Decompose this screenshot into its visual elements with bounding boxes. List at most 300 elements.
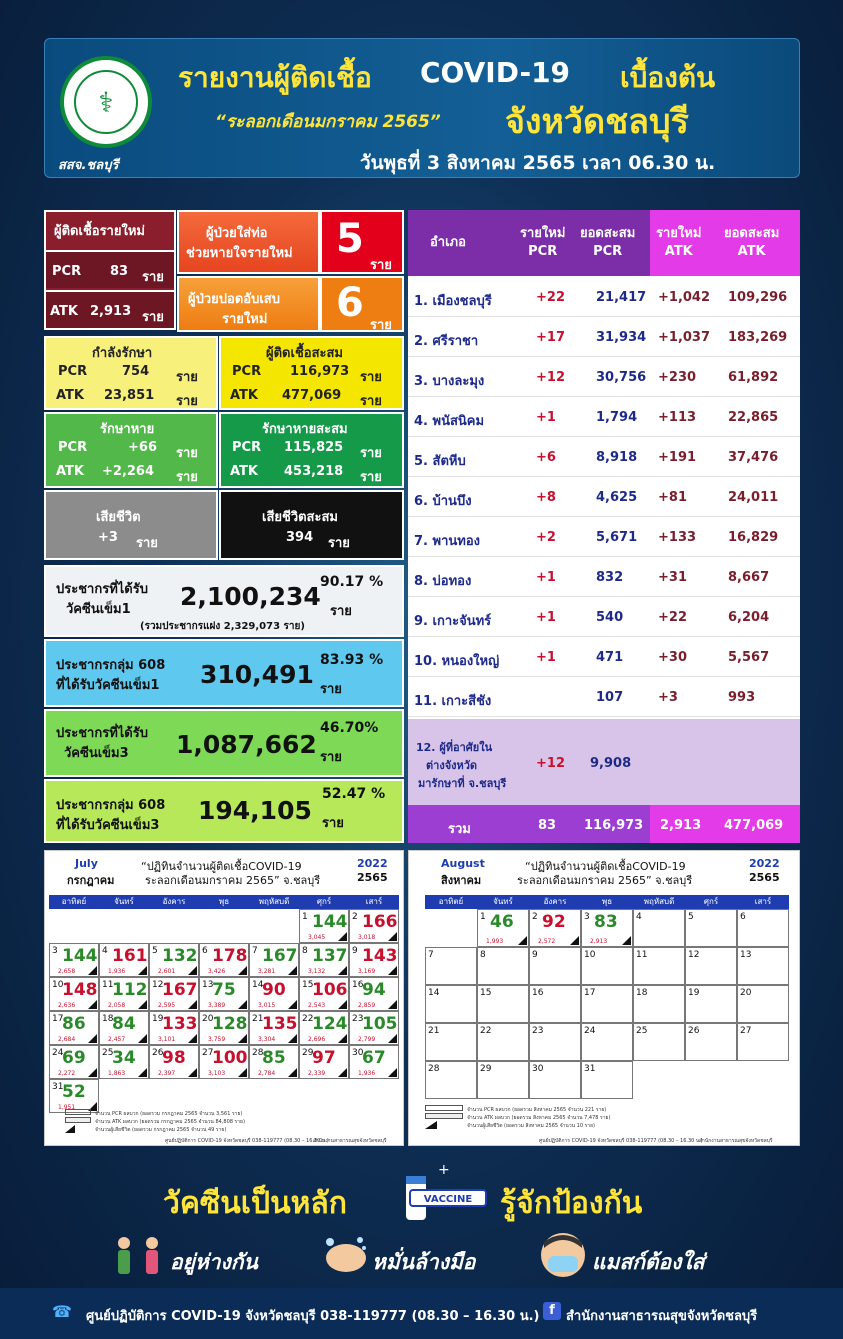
vaccine-value: 194,105 xyxy=(198,796,312,825)
pcr-count: 75 xyxy=(212,980,236,1000)
calendar-day xyxy=(477,1023,529,1061)
day-number: 2 xyxy=(352,912,358,922)
atk-count: 2,636 xyxy=(58,1002,76,1009)
weekday-header: ศุกร์ xyxy=(685,895,737,909)
calendar-day xyxy=(581,947,633,985)
district-name: 3. บางละมุง xyxy=(414,374,485,389)
weekday-header: พฤหัสบดี xyxy=(633,895,685,909)
atk-count: 1,936 xyxy=(358,1070,376,1077)
calendar-day xyxy=(349,1045,399,1079)
new-atk: +30 xyxy=(658,650,687,665)
day-number: 17 xyxy=(584,988,596,998)
new-atk: +113 xyxy=(658,410,697,425)
district-name: 10. หนองใหญ่ xyxy=(414,654,500,669)
calendar-day xyxy=(299,977,349,1011)
atk-count: 2,799 xyxy=(358,1036,376,1043)
death-triangle xyxy=(138,1000,147,1009)
day-number: 23 xyxy=(532,1026,544,1036)
row12-line3: มารักษาที่ จ.ชลบุรี xyxy=(418,777,507,790)
row12-line1: 12. ผู้ที่อาศัยใน xyxy=(416,741,493,754)
death-value: +3 xyxy=(98,530,118,545)
row12-cum-pcr: 9,908 xyxy=(590,756,632,771)
death-triangle xyxy=(238,1068,247,1077)
calendar-day xyxy=(477,909,529,947)
vaccine-percent: 46.70% xyxy=(320,720,379,736)
pcr-label: PCR xyxy=(52,264,82,279)
atk-count: 1,863 xyxy=(108,1070,126,1077)
calendar-footer-hotline: ศูนย์ปฏิบัติการ COVID-19 จังหวัดชลบุรี 038-119777 (08.30 – 16.30 น.) xyxy=(539,1138,703,1144)
day-number: 8 xyxy=(480,950,486,960)
death-triangle xyxy=(238,1000,247,1009)
death-triangle xyxy=(388,1068,397,1077)
calendar-day xyxy=(581,1061,633,1099)
cum-pcr: 107 xyxy=(596,690,624,705)
calendar-day xyxy=(633,947,685,985)
atk-count: 3,169 xyxy=(358,968,376,975)
cum-pcr: 471 xyxy=(596,650,624,665)
day-number: 29 xyxy=(480,1064,492,1074)
calendar-title2: ระลอกเดือนมกราคม 2565” จ.ชลบุรี xyxy=(517,874,693,887)
vaccine-label: วัคซีนเข็ม3 xyxy=(64,746,129,761)
pcr-count: 132 xyxy=(162,946,198,966)
vaccine-icon xyxy=(398,1162,490,1226)
pcr-count: 143 xyxy=(362,946,398,966)
pcr-count: 135 xyxy=(262,1014,298,1034)
day-number: 18 xyxy=(102,1014,114,1024)
vaccine-value: 1,087,662 xyxy=(176,730,317,759)
death-triangle xyxy=(338,1000,347,1009)
total-new-atk: 2,913 xyxy=(660,818,702,833)
calendar-day xyxy=(737,909,789,947)
atk-count: 2,684 xyxy=(58,1036,76,1043)
calendar-title2: ระลอกเดือนมกราคม 2565” จ.ชลบุรี xyxy=(145,874,321,887)
pcr-label: PCR xyxy=(58,440,88,455)
new-atk: +3 xyxy=(658,690,678,705)
recovered-cum-atk: 453,218 xyxy=(284,464,344,479)
total-label: รวม xyxy=(448,822,471,837)
cum-pcr: 31,934 xyxy=(596,330,647,345)
ventilator-line1: ผู้ป่วยใส่ท่อ xyxy=(206,226,268,241)
treating-pcr: 754 xyxy=(122,364,150,379)
pcr-count: 105 xyxy=(362,1014,398,1034)
day-number: 16 xyxy=(532,988,544,998)
calendar-day xyxy=(349,943,399,977)
pcr-count: 137 xyxy=(312,946,348,966)
atk-count: 3,015 xyxy=(258,1002,276,1009)
atk-count: 2,784 xyxy=(258,1070,276,1077)
day-number: 10 xyxy=(52,980,64,990)
death-triangle xyxy=(188,966,197,975)
month-en: August xyxy=(441,857,485,870)
unit-label: ราย xyxy=(360,470,382,485)
handwash-icon xyxy=(320,1234,372,1278)
district-name: 4. พนัสนิคม xyxy=(414,414,485,429)
row12-new-pcr: +12 xyxy=(536,756,565,771)
death-triangle xyxy=(518,936,527,945)
day-number: 10 xyxy=(584,950,596,960)
vaccine-label: ประชากรที่ได้รับ xyxy=(56,726,148,741)
treating-title: กำลังรักษา xyxy=(92,346,153,361)
vaccine-label: ประชากรที่ได้รับ xyxy=(56,582,148,597)
distance-icon xyxy=(112,1236,164,1276)
weekday-header: พุธ xyxy=(581,895,633,909)
death-triangle xyxy=(138,1068,147,1077)
unit-label: ราย xyxy=(330,604,352,619)
atk-count: 2,595 xyxy=(158,1002,176,1009)
atk-count: 3,759 xyxy=(208,1036,226,1043)
unit-label: ราย xyxy=(322,816,344,831)
pcr-count: 69 xyxy=(62,1048,86,1068)
pcr-count: 86 xyxy=(62,1014,86,1034)
calendar-day xyxy=(99,943,149,977)
pcr-count: 178 xyxy=(212,946,248,966)
pcr-count: 94 xyxy=(362,980,386,1000)
title-prefix: รายงานผู้ติดเชื้อ xyxy=(178,61,372,94)
day-number: 30 xyxy=(532,1064,544,1074)
death-triangle xyxy=(338,1068,347,1077)
death-triangle xyxy=(388,932,397,941)
calendar-day xyxy=(49,1045,99,1079)
day-number: 20 xyxy=(202,1014,214,1024)
legend-pcr-swatch xyxy=(425,1105,463,1111)
calendar-day xyxy=(425,947,477,985)
org-short-name: สสจ.ชลบุรี xyxy=(58,158,119,173)
death-triangle xyxy=(88,1034,97,1043)
pcr-count: 166 xyxy=(362,912,398,932)
atk-label: ATK xyxy=(50,304,78,319)
month-th: กรกฎาคม xyxy=(67,874,115,887)
ventilator-line2: ช่วยหายใจรายใหม่ xyxy=(186,246,293,261)
calendar-day xyxy=(149,1045,199,1079)
pcr-count: 83 xyxy=(594,912,618,932)
pcr-count: 167 xyxy=(162,980,198,1000)
unit-label: ราย xyxy=(142,270,164,285)
atk-count: 3,281 xyxy=(258,968,276,975)
atk-count: 3,045 xyxy=(308,934,326,941)
day-number: 13 xyxy=(740,950,752,960)
day-number: 6 xyxy=(202,946,208,956)
calendar-day xyxy=(477,985,529,1023)
weekday-header: อาทิตย์ xyxy=(425,895,477,909)
calendar-day xyxy=(99,1011,149,1045)
day-number: 15 xyxy=(302,980,314,990)
new-atk: +22 xyxy=(658,610,687,625)
calendar-day xyxy=(477,1061,529,1099)
calendar-day xyxy=(299,909,349,943)
legend-death: จำนวนผู้เสียชีวิต (ยอดรวม สิงหาคม 2565 จำนวน 10 ราย) xyxy=(467,1123,595,1129)
calendar-day xyxy=(49,1079,99,1113)
day-number: 9 xyxy=(352,946,358,956)
calendar-day xyxy=(529,1023,581,1061)
unit-label: ราย xyxy=(176,394,198,409)
death-triangle xyxy=(88,966,97,975)
new-atk: +133 xyxy=(658,530,697,545)
calendar-day xyxy=(199,1045,249,1079)
footer-facebook[interactable]: สำนักงานสาธารณสุขจังหวัดชลบุรี xyxy=(566,1309,758,1324)
mask-icon xyxy=(538,1230,588,1280)
vaccine-value: 2,100,234 xyxy=(180,582,321,611)
unit-label: ราย xyxy=(360,394,382,409)
pcr-label: PCR xyxy=(232,364,262,379)
vaccine-percent: 83.93 % xyxy=(320,652,384,668)
pcr-count: 167 xyxy=(262,946,298,966)
day-number: 4 xyxy=(636,912,642,922)
district-name: 2. ศรีราชา xyxy=(414,334,479,349)
new-pcr-value: 83 xyxy=(110,264,129,279)
pneumonia-line1: ผู้ป่วยปอดอับเสบ xyxy=(188,292,280,307)
calendar-day xyxy=(685,985,737,1023)
calendar-day xyxy=(49,1011,99,1045)
atk-count: 2,272 xyxy=(58,1070,76,1077)
district-name: 8. บ่อทอง xyxy=(414,574,472,589)
district-name: 1. เมืองชลบุรี xyxy=(414,294,492,309)
day-number: 26 xyxy=(688,1026,700,1036)
calendar-july xyxy=(44,850,404,1146)
phone-icon: ☎ xyxy=(52,1302,72,1321)
weekday-header: จันทร์ xyxy=(477,895,529,909)
calendar-day xyxy=(529,1061,581,1099)
day-number: 24 xyxy=(52,1048,64,1058)
cum-atk: 993 xyxy=(728,690,756,705)
day-number: 27 xyxy=(740,1026,752,1036)
legend-atk: จำนวน ATK ผลบวก (ยอดรวม สิงหาคม 2565 จำนวน 7,478 ราย) xyxy=(467,1115,611,1121)
legend-death: จำนวนผู้เสียชีวิต (ยอดรวม กรกฎาคม 2565 จำนวน 49 ราย) xyxy=(95,1127,227,1133)
calendar-day xyxy=(581,1023,633,1061)
calendar-day xyxy=(49,943,99,977)
death-triangle xyxy=(388,1000,397,1009)
new-pcr: +2 xyxy=(536,530,556,545)
day-number: 22 xyxy=(302,1014,314,1024)
day-number: 21 xyxy=(428,1026,440,1036)
tip-distance: อยู่ห่างกัน xyxy=(170,1250,258,1274)
day-number: 24 xyxy=(584,1026,596,1036)
pcr-count: 52 xyxy=(62,1082,86,1102)
atk-count: 2,543 xyxy=(308,1002,326,1009)
day-number: 18 xyxy=(636,988,648,998)
calendar-day xyxy=(149,1011,199,1045)
vaccine-label: ประชากรกลุ่ม 608 xyxy=(56,658,166,673)
unit-label: ราย xyxy=(320,682,342,697)
new-pcr: +1 xyxy=(536,570,556,585)
day-number: 19 xyxy=(688,988,700,998)
atk-count: 1,951 xyxy=(58,1104,76,1111)
legend-atk: จำนวน ATK ผลบวก (ยอดรวม กรกฎาคม 2565 จำนวน 84,808 ราย) xyxy=(95,1119,245,1125)
header-cum-pcr: ยอดสะสม PCR xyxy=(580,226,636,259)
death-triangle xyxy=(388,966,397,975)
pcr-count: 92 xyxy=(542,912,566,932)
calendar-day xyxy=(737,1023,789,1061)
day-number: 22 xyxy=(480,1026,492,1036)
pcr-count: 144 xyxy=(312,912,348,932)
new-atk: +191 xyxy=(658,450,697,465)
atk-count: 1,993 xyxy=(486,938,504,945)
weekday-header: จันทร์ xyxy=(99,895,149,909)
header-district: อำเภอ xyxy=(430,235,466,250)
total-new-pcr: 83 xyxy=(538,818,557,833)
atk-count: 2,058 xyxy=(108,1002,126,1009)
calendar-day xyxy=(349,909,399,943)
day-number: 29 xyxy=(302,1048,314,1058)
month-en: July xyxy=(75,857,98,870)
atk-count: 2,658 xyxy=(58,968,76,975)
cum-atk: 6,204 xyxy=(728,610,770,625)
new-cases-title: ผู้ติดเชื้อรายใหม่ xyxy=(54,224,145,239)
calendar-day xyxy=(249,1011,299,1045)
unit-label: ราย xyxy=(136,536,158,551)
month-th: สิงหาคม xyxy=(441,874,482,887)
new-pcr: +12 xyxy=(536,370,565,385)
calendar-day xyxy=(581,909,633,947)
cum-pcr: 540 xyxy=(596,610,624,625)
unit-label: ราย xyxy=(370,258,392,273)
death-triangle xyxy=(570,936,579,945)
death-triangle xyxy=(338,932,347,941)
cum-atk: 24,011 xyxy=(728,490,779,505)
cum-pcr: 30,756 xyxy=(596,370,647,385)
calendar-day xyxy=(249,977,299,1011)
row12-line2: ต่างจังหวัด xyxy=(426,759,478,772)
ministry-logo xyxy=(60,56,152,148)
death-triangle xyxy=(138,966,147,975)
cum-pcr: 21,417 xyxy=(596,290,647,305)
atk-count: 2,397 xyxy=(158,1070,176,1077)
cum-atk: 183,269 xyxy=(728,330,788,345)
vaccine-value: 310,491 xyxy=(200,660,314,689)
vaccine-percent: 52.47 % xyxy=(322,786,386,802)
calendar-day xyxy=(529,985,581,1023)
atk-count: 3,426 xyxy=(208,968,226,975)
day-number: 31 xyxy=(584,1064,596,1074)
cumulative-pcr: 116,973 xyxy=(290,364,350,379)
atk-count: 2,913 xyxy=(590,938,608,945)
day-number: 3 xyxy=(584,912,590,922)
cum-pcr: 832 xyxy=(596,570,624,585)
report-date: วันพุธที่ 3 สิงหาคม 2565 เวลา 06.30 น. xyxy=(360,152,716,174)
year-th: 2565 xyxy=(357,871,388,884)
unit-label: ราย xyxy=(176,370,198,385)
total-cum-atk: 477,069 xyxy=(724,818,784,833)
recovered-pcr: +66 xyxy=(128,440,157,455)
calendar-day xyxy=(299,1011,349,1045)
year-en: 2022 xyxy=(749,857,780,870)
recovered-atk: +2,264 xyxy=(102,464,155,479)
pcr-label: PCR xyxy=(232,440,262,455)
facebook-icon[interactable]: f xyxy=(543,1302,561,1320)
atk-label: ATK xyxy=(230,464,258,479)
legend-atk-swatch xyxy=(65,1117,91,1123)
day-number: 4 xyxy=(102,946,108,956)
cum-atk: 109,296 xyxy=(728,290,788,305)
cum-pcr: 5,671 xyxy=(596,530,638,545)
day-number: 21 xyxy=(252,1014,264,1024)
day-number: 11 xyxy=(102,980,114,990)
year-th: 2565 xyxy=(749,871,780,884)
pcr-count: 98 xyxy=(162,1048,186,1068)
calendar-day xyxy=(199,977,249,1011)
day-number: 19 xyxy=(152,1014,164,1024)
cum-pcr: 1,794 xyxy=(596,410,638,425)
calendar-day xyxy=(249,1045,299,1079)
death-triangle xyxy=(188,1034,197,1043)
calendar-day xyxy=(299,943,349,977)
death-triangle xyxy=(238,966,247,975)
day-number: 5 xyxy=(152,946,158,956)
day-number: 28 xyxy=(428,1064,440,1074)
pcr-count: 106 xyxy=(312,980,348,1000)
calendar-day xyxy=(349,977,399,1011)
day-number: 16 xyxy=(352,980,364,990)
death-triangle xyxy=(338,1034,347,1043)
unit-label: ราย xyxy=(176,446,198,461)
unit-label: ราย xyxy=(360,446,382,461)
calendar-day xyxy=(149,977,199,1011)
legend-atk-swatch xyxy=(425,1113,463,1119)
atk-count: 2,601 xyxy=(158,968,176,975)
day-number: 30 xyxy=(352,1048,364,1058)
recovered-title: รักษาหาย xyxy=(100,422,155,437)
district-name: 5. สัตหีบ xyxy=(414,454,466,469)
day-number: 9 xyxy=(532,950,538,960)
atk-count: 3,101 xyxy=(158,1036,176,1043)
weekday-header: เสาร์ xyxy=(349,895,399,909)
recovered-cum-title: รักษาหายสะสม xyxy=(262,422,348,437)
vaccine-label: ที่ได้รับวัคซีนเข็ม3 xyxy=(56,818,160,833)
pcr-count: 112 xyxy=(112,980,148,1000)
subtitle: “ระลอกเดือนมกราคม 2565” xyxy=(215,112,441,132)
legend-pcr-swatch xyxy=(65,1109,91,1115)
calendar-day xyxy=(199,1011,249,1045)
calendar-day xyxy=(737,947,789,985)
calendar-day xyxy=(529,909,581,947)
calendar-footer-office: สำนักงานสาธารณสุขจังหวัดชลบุรี xyxy=(699,1138,773,1144)
calendar-day xyxy=(633,985,685,1023)
new-pcr: +1 xyxy=(536,650,556,665)
death-triangle xyxy=(188,1068,197,1077)
calendar-day xyxy=(477,947,529,985)
day-number: 1 xyxy=(302,912,308,922)
death-triangle xyxy=(88,1000,97,1009)
calendar-day xyxy=(99,977,149,1011)
atk-label: ATK xyxy=(230,388,258,403)
unit-label: ราย xyxy=(320,750,342,765)
day-number: 7 xyxy=(252,946,258,956)
new-atk: +230 xyxy=(658,370,697,385)
day-number: 27 xyxy=(202,1048,214,1058)
caduceus-icon: ⚕ xyxy=(74,70,138,134)
header-new-atk: รายใหม่ ATK xyxy=(656,226,702,259)
province-title: จังหวัดชลบุรี xyxy=(505,102,689,142)
calendar-day xyxy=(49,977,99,1011)
day-number: 23 xyxy=(352,1014,364,1024)
pcr-count: 100 xyxy=(212,1048,248,1068)
day-number: 12 xyxy=(152,980,164,990)
weekday-header: เสาร์ xyxy=(737,895,789,909)
calendar-footer-hotline: ศูนย์ปฏิบัติการ COVID-19 จังหวัดชลบุรี 038-119777 (08.30 – 16.30 น.) xyxy=(165,1138,329,1144)
day-number: 20 xyxy=(740,988,752,998)
calendar-day xyxy=(737,985,789,1023)
vaccine-label: ประชากรกลุ่ม 608 xyxy=(56,798,166,813)
day-number: 26 xyxy=(152,1048,164,1058)
day-number: 11 xyxy=(636,950,648,960)
year-en: 2022 xyxy=(357,857,388,870)
day-number: 17 xyxy=(52,1014,64,1024)
unit-label: ราย xyxy=(142,310,164,325)
legend-pcr: จำนวน PCR ผลบวก (ยอดรวม กรกฎาคม 2565 จำนวน 3,561 ราย) xyxy=(95,1111,243,1117)
calendar-day xyxy=(581,985,633,1023)
pcr-count: 133 xyxy=(162,1014,198,1034)
legend-death-triangle xyxy=(65,1125,75,1133)
vaccine-label: VACCINE xyxy=(423,1194,473,1205)
